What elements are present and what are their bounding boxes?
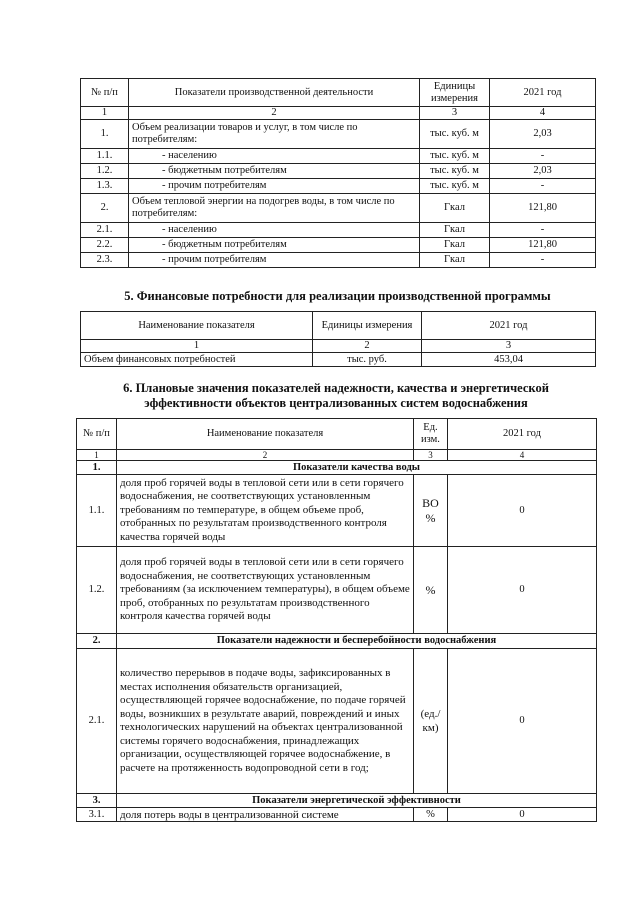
row-num: 1.1.	[81, 149, 129, 164]
row-name: Объем финансовых потребностей	[81, 353, 313, 367]
column-number-row	[81, 340, 596, 353]
row-unit: (ед./км)	[414, 649, 448, 794]
row-value: -	[490, 223, 596, 238]
row-name: - прочим потребителям	[129, 179, 420, 194]
group-title: Показатели энергетической эффективности	[117, 794, 597, 808]
table-row	[81, 164, 596, 179]
row-num: 2.	[81, 194, 129, 223]
table-header-row	[81, 312, 596, 340]
row-value: 453,04	[422, 353, 596, 367]
col-number: 3	[420, 107, 490, 120]
row-num: 1.2.	[77, 547, 117, 634]
group-row	[77, 461, 597, 475]
header-unit: Единицы измерения	[420, 79, 490, 107]
row-unit: Гкал	[420, 238, 490, 253]
table-row	[81, 149, 596, 164]
row-num: 2.1.	[77, 649, 117, 794]
row-name: доля проб горячей воды в тепловой сети или в сети горячего водоснабжения, не соответствующих установленным требованиям (за исключением температуры), в общем объеме проб, отобранных по результатам производственного контроля качества горячей воды	[117, 547, 414, 634]
production-indicators-table	[80, 78, 596, 268]
row-value: 2,03	[490, 120, 596, 149]
row-unit: Гкал	[420, 194, 490, 223]
row-value: 121,80	[490, 238, 596, 253]
row-value: 0	[448, 547, 597, 634]
section6-title-line1: 6. Плановые значения показателей надежности, качества и энергетической	[123, 381, 549, 395]
row-value: 0	[448, 475, 597, 547]
reliability-quality-table	[76, 418, 597, 822]
header-num: № п/п	[81, 79, 129, 107]
header-unit: Единицы измерения	[313, 312, 422, 340]
column-number-row	[81, 107, 596, 120]
row-value: 0	[448, 808, 597, 822]
col-number: 4	[490, 107, 596, 120]
group-num: 2.	[77, 634, 117, 649]
row-name: количество перерывов в подаче воды, зафиксированных в местах исполнения обязательств организацией, осуществляющей горячее водоснабжение, по подаче горячей воды, возникших в результате аварий, повреждений и иных технологических нарушений на объектах централизованной системы горячего водоснабжения, принадлежащих организации, осуществляющей горячее водоснабжение, в расчете на протяженность водопроводной сети в год;	[117, 649, 414, 794]
row-name: доля проб горячей воды в тепловой сети или в сети горячего водоснабжения, не соответствующих установленным требованиям по температуре, в общем объеме проб, отобранных по результатам производственного контроля качества горячей воды	[117, 475, 414, 547]
row-num: 1.1.	[77, 475, 117, 547]
row-name: - населению	[129, 223, 420, 238]
table-row	[77, 475, 597, 547]
header-indicator: Наименование показателя	[117, 419, 414, 450]
row-name: Объем тепловой энергии на подогрев воды, в том числе по потребителям:	[129, 194, 420, 223]
row-num: 2.1.	[81, 223, 129, 238]
table-row	[81, 179, 596, 194]
financial-needs-table	[80, 311, 596, 367]
row-value: -	[490, 179, 596, 194]
table-row	[81, 223, 596, 238]
section6-title	[76, 381, 596, 411]
row-unit: ВО %	[414, 475, 448, 547]
table-row	[81, 120, 596, 149]
col-number: 1	[81, 107, 129, 120]
row-name: - населению	[129, 149, 420, 164]
col-number: 1	[81, 340, 313, 353]
row-unit: тыс. куб. м	[420, 149, 490, 164]
row-unit: %	[414, 808, 448, 822]
row-name: Объем реализации товаров и услуг, в том числе по потребителям:	[129, 120, 420, 149]
row-num: 1.2.	[81, 164, 129, 179]
row-num: 2.3.	[81, 253, 129, 268]
table-header-row	[77, 419, 597, 450]
group-row	[77, 634, 597, 649]
table-row	[81, 253, 596, 268]
row-unit: %	[414, 547, 448, 634]
row-value: 0	[448, 649, 597, 794]
table-row	[77, 649, 597, 794]
col-number: 2	[129, 107, 420, 120]
row-name: доля потерь воды в централизованной системе	[117, 808, 414, 822]
header-year: 2021 год	[490, 79, 596, 107]
header-num: № п/п	[77, 419, 117, 450]
row-name: - бюджетным потребителям	[129, 164, 420, 179]
header-year: 2021 год	[448, 419, 597, 450]
group-title: Показатели надежности и бесперебойности водоснабжения	[117, 634, 597, 649]
row-name: - бюджетным потребителям	[129, 238, 420, 253]
col-number: 1	[77, 450, 117, 461]
row-unit: тыс. куб. м	[420, 164, 490, 179]
header-unit: Ед. изм.	[414, 419, 448, 450]
table-header-row	[81, 79, 596, 107]
row-num: 3.1.	[77, 808, 117, 822]
row-value: 121,80	[490, 194, 596, 223]
row-unit: Гкал	[420, 253, 490, 268]
group-num: 3.	[77, 794, 117, 808]
row-name: - прочим потребителям	[129, 253, 420, 268]
row-value: -	[490, 149, 596, 164]
col-number: 2	[117, 450, 414, 461]
col-number: 2	[313, 340, 422, 353]
group-num: 1.	[77, 461, 117, 475]
row-value: -	[490, 253, 596, 268]
column-number-row	[77, 450, 597, 461]
col-number: 3	[414, 450, 448, 461]
row-value: 2,03	[490, 164, 596, 179]
col-number: 3	[422, 340, 596, 353]
group-row	[77, 794, 597, 808]
row-unit: тыс. руб.	[313, 353, 422, 367]
row-unit: тыс. куб. м	[420, 179, 490, 194]
group-title: Показатели качества воды	[117, 461, 597, 475]
table-row	[77, 547, 597, 634]
table-row	[77, 808, 597, 822]
row-unit: Гкал	[420, 223, 490, 238]
table-row	[81, 194, 596, 223]
section6-title-line2: эффективности объектов централизованных систем водоснабжения	[144, 396, 528, 410]
row-num: 2.2.	[81, 238, 129, 253]
table-row	[81, 238, 596, 253]
row-num: 1.3.	[81, 179, 129, 194]
header-indicator: Показатели производственной деятельности	[129, 79, 420, 107]
header-year: 2021 год	[422, 312, 596, 340]
header-indicator: Наименование показателя	[81, 312, 313, 340]
section5-title: 5. Финансовые потребности для реализации производственной программы	[124, 289, 551, 303]
col-number: 4	[448, 450, 597, 461]
row-unit: тыс. куб. м	[420, 120, 490, 149]
row-num: 1.	[81, 120, 129, 149]
table-row	[81, 353, 596, 367]
